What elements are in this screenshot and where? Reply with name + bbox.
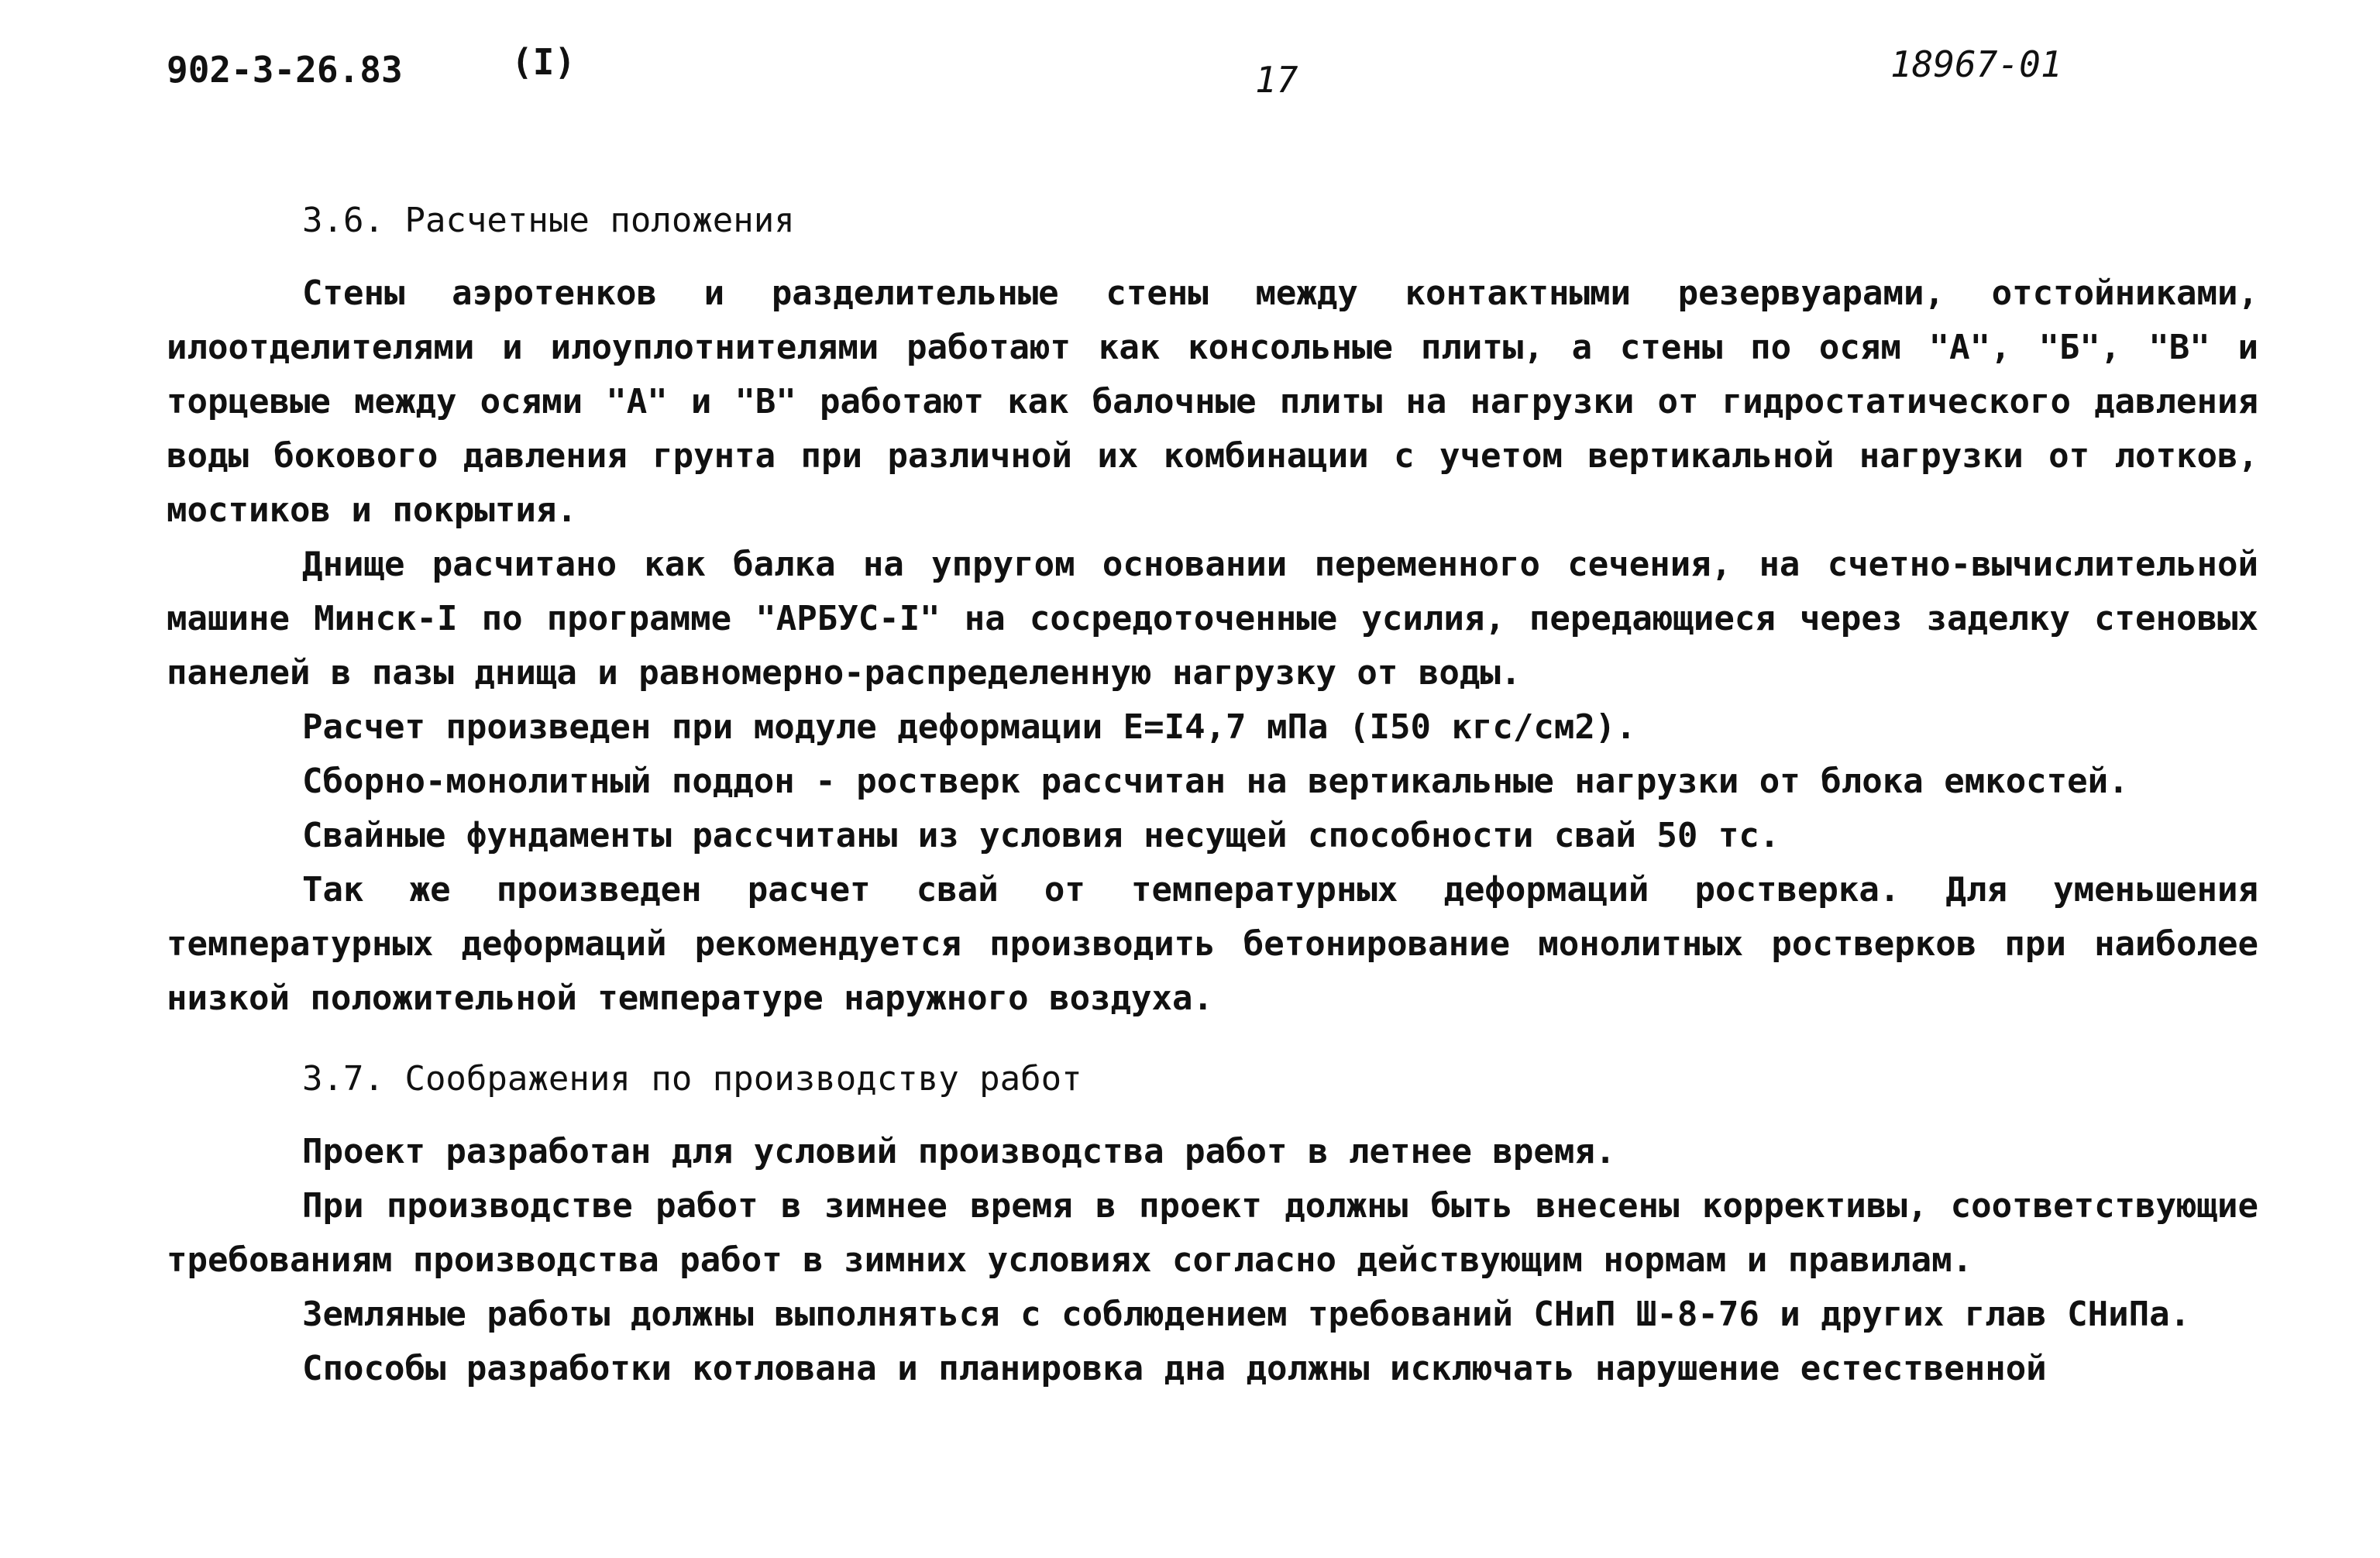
paragraph: Стены аэротенков и разделительные стены между контактными резервуарами, отстойниками, илоотделителями и илоуплотнителями работают как консольные плиты, а стены по осям "А", "Б", "В" и торцевые между осями "А" и "В" работают как балочные плиты на нагрузки от гидростатического давления воды бокового давления грунта при различной их комбинации с учетом вертикальной нагрузки от лотков, мостиков и покрытия.	[167, 273, 2258, 530]
section-title-3-6: 3.6. Расчетные положения	[302, 201, 795, 240]
paragraph: Днище расчитано как балка на упругом основании переменного сечения, на счетно-вычислительной машине Минск-I по программе "АРБУС-I" на сосредоточенные усилия, передающиеся через заделку стеновых панелей в пазы днища и равномерно-распределенную нагрузку от воды.	[167, 545, 2258, 693]
paragraph: Расчет произведен при модуле деформации Е=I4,7 мПа (I50 кгс/см2).	[302, 707, 1636, 747]
document-body	[167, 194, 2258, 1396]
paragraph: Способы разработки котлована и планировка дна должны исключать нарушение естественной	[302, 1349, 2047, 1388]
paragraph: Проект разработан для условий производства работ в летнее время.	[302, 1132, 1616, 1171]
document-number: 18967-01	[1890, 43, 2062, 85]
paragraph: Так же произведен расчет свай от температурных деформаций ростверка. Для уменьшения температурных деформаций рекомендуется производить бетонирование монолитных ростверков при наиболее низкой положительной температуре наружного воздуха.	[167, 870, 2258, 1018]
document-part: (I)	[511, 41, 576, 83]
paragraph: Свайные фундаменты рассчитаны из условия несущей способности свай 50 тс.	[302, 816, 1780, 855]
page-number: 17	[1255, 59, 1298, 101]
paragraph: Сборно-монолитный поддон - ростверк рассчитан на вертикальные нагрузки от блока емкостей.	[302, 762, 2129, 801]
paragraph: Земляные работы должны выполняться с соблюдением требований СНиП Ш-8-76 и других глав СНиПа.	[302, 1295, 2191, 1334]
spacer	[167, 1026, 2258, 1040]
paragraph: При производстве работ в зимнее время в проект должны быть внесены коррективы, соответствующие требованиям производства работ в зимних условиях согласно действующим нормам и правилам.	[167, 1186, 2258, 1280]
section-title-3-7: 3.7. Соображения по производству работ	[302, 1059, 1082, 1099]
document-code: 902-3-26.83	[167, 49, 403, 91]
